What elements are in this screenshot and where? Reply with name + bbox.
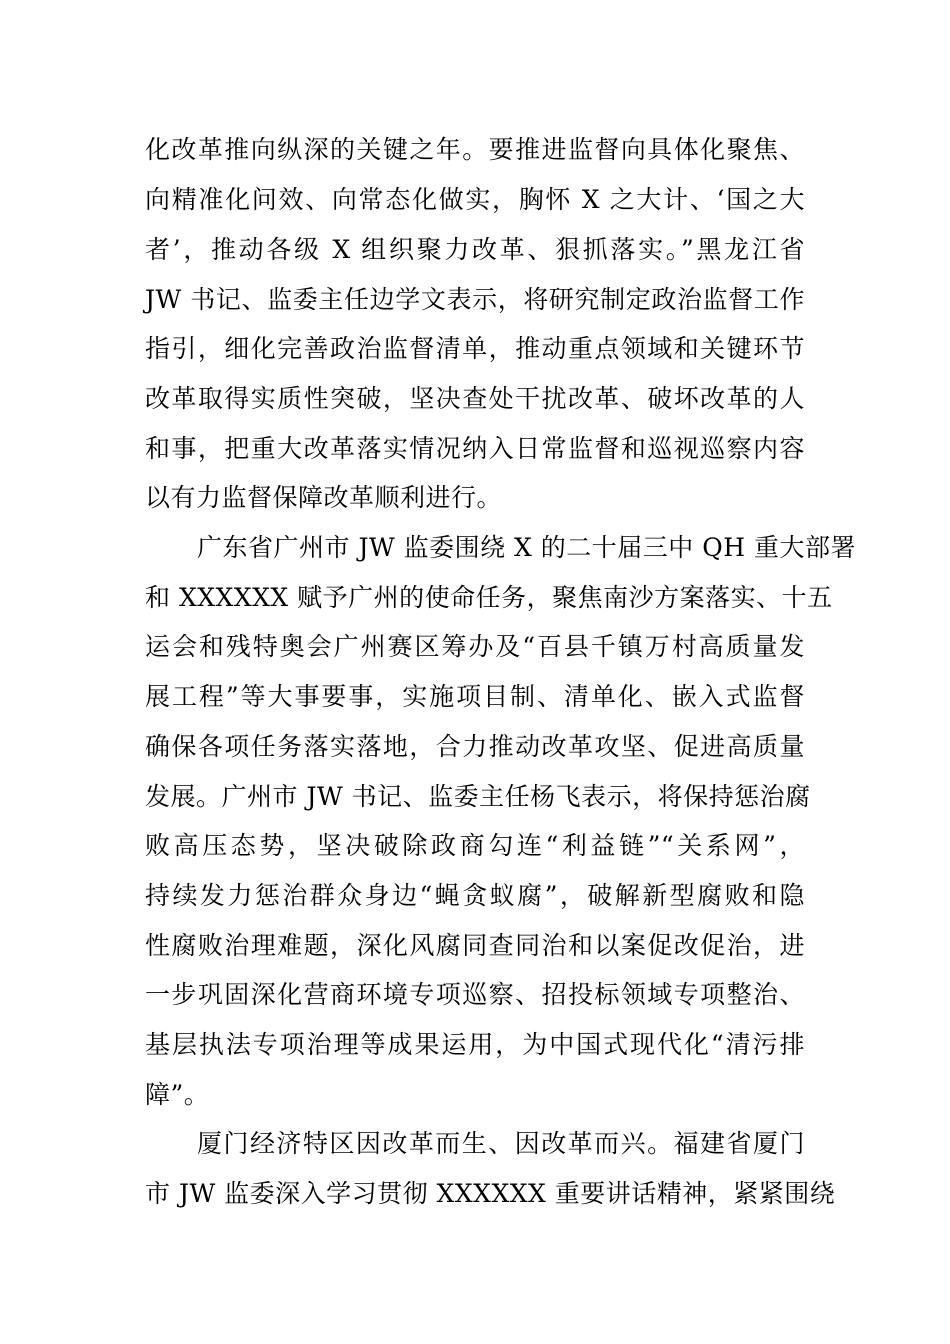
text-line: 障”。 bbox=[145, 1080, 210, 1109]
text-line: 运会和残特奥会广州赛区筹办及“百县千镇万村高质量发 bbox=[145, 632, 805, 661]
paragraph-first-line: 广东省广州市 JW 监委围绕 X 的二十届三中 QH 重大部署 bbox=[197, 533, 856, 562]
text-line: JW 书记、监委主任边学文表示，将研究制定政治监督工作 bbox=[145, 285, 805, 314]
text-line: 改革取得实质性突破，坚决查处干扰改革、破坏改革的人 bbox=[145, 384, 805, 413]
text-line: 发展。广州市 JW 书记、监委主任杨飞表示，将保持惩治腐 bbox=[145, 782, 811, 811]
text-line: 和事，把重大改革落实情况纳入日常监督和巡视巡察内容 bbox=[145, 434, 805, 463]
text-line: 败高压态势，坚决破除政商勾连“利益链”“关系网”， bbox=[145, 831, 805, 860]
text-line: 指引，细化完善政治监督清单，推动重点领域和关键环节 bbox=[145, 334, 805, 363]
text-line: 确保各项任务落实落地，合力推动改革攻坚、促进高质量 bbox=[145, 732, 805, 761]
text-line: 一步巩固深化营商环境专项巡察、招投标领域专项整治、 bbox=[145, 980, 805, 1009]
text-line: 和 XXXXXX 赋予广州的使命任务，聚焦南沙方案落实、十五 bbox=[145, 583, 833, 612]
text-line: 性腐败治理难题，深化风腐同查同治和以案促改促治，进 bbox=[145, 931, 805, 960]
text-line: 展工程”等大事要事，实施项目制、清单化、嵌入式监督 bbox=[145, 682, 805, 711]
text-line: 持续发力惩治群众身边“蝇贪蚁腐”，破解新型腐败和隐 bbox=[145, 881, 805, 910]
text-line: 基层执法专项治理等成果运用，为中国式现代化“清污排 bbox=[145, 1030, 805, 1059]
paragraph-first-line: 厦门经济特区因改革而生、因改革而兴。福建省厦门 bbox=[197, 1129, 805, 1158]
text-line: 市 JW 监委深入学习贯彻 XXXXXX 重要讲话精神，紧紧围绕 bbox=[145, 1179, 836, 1208]
text-line: 以有力监督保障改革顺利进行。 bbox=[145, 483, 503, 512]
text-line: 者’，推动各级 X 组织聚力改革、狠抓落实。”黑龙江省 bbox=[145, 235, 805, 264]
text-line: 向精准化问效、向常态化做实，胸怀 X 之大计、‘国之大 bbox=[145, 185, 805, 214]
text-line: 化改革推向纵深的关键之年。要推进监督向具体化聚焦、 bbox=[145, 135, 805, 164]
